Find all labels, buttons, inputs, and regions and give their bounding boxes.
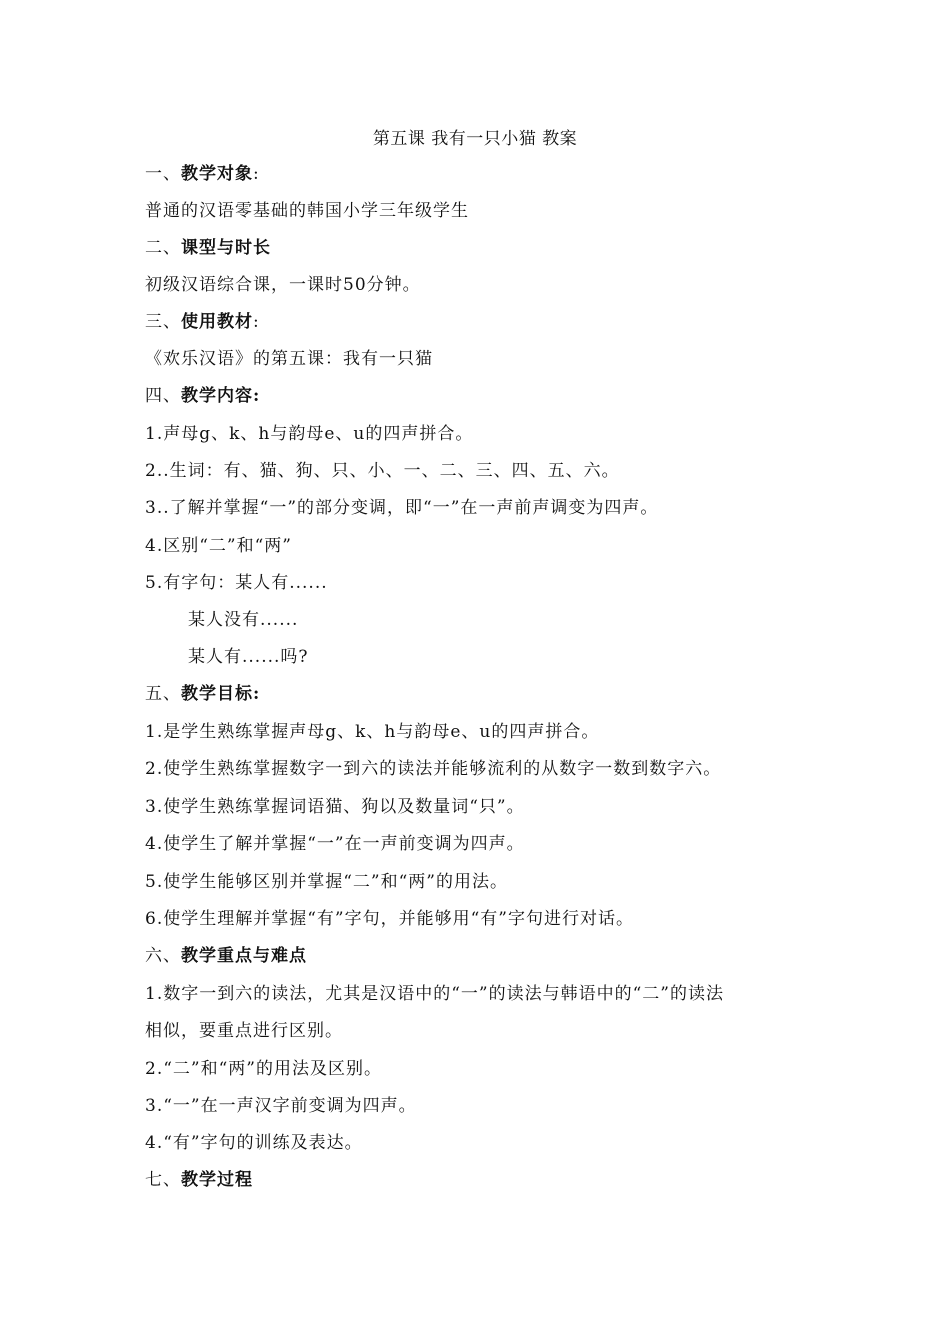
section-number: 四、 [145,386,181,406]
section-title: 教学重点与难点 [181,946,307,966]
section-title: 教学目标: [181,684,261,704]
list-item: 3.“一”在一声汉字前变调为四声。 [145,1096,417,1116]
list-item: 2.“二”和“两”的用法及区别。 [145,1059,382,1079]
list-item: 1.声母g、k、h与韵母e、u的四声拼合。 [145,424,474,444]
list-item-sub: 某人没有...... [188,610,299,630]
section-title: 课型与时长 [181,238,271,258]
section-title: 教学对象 [181,164,253,184]
list-item-continuation: 相似，要重点进行区别。 [145,1021,343,1041]
section-number: 三、 [145,312,181,332]
section-heading-textbook [145,310,260,334]
section-number: 六、 [145,946,181,966]
section-colon: : [253,312,260,332]
list-item: 1.是学生熟练掌握声母g、k、h与韵母e、u的四声拼合。 [145,722,600,742]
paragraph-line: 《欢乐汉语》的第五课：我有一只猫 [145,349,433,369]
list-item: 3..了解并掌握“一”的部分变调，即“一”在一声前声调变为四声。 [145,498,659,518]
list-item: 4.使学生了解并掌握“一”在一声前变调为四声。 [145,834,525,854]
section-heading-key-points [145,944,307,968]
list-item: 1.数字一到六的读法，尤其是汉语中的“一”的读法与韩语中的“二”的读法 [145,984,724,1004]
section-number: 七、 [145,1170,181,1190]
list-item-sub: 某人有......吗? [188,647,309,667]
list-item: 4.“有”字句的训练及表达。 [145,1133,363,1153]
section-heading-course-type [145,236,271,260]
section-number: 五、 [145,684,181,704]
section-heading-teaching-goals [145,682,260,706]
section-title: 教学内容: [181,386,261,406]
list-item: 5.使学生能够区别并掌握“二”和“两”的用法。 [145,872,508,892]
section-heading-teaching-process [145,1168,253,1192]
list-item: 3.使学生熟练掌握词语猫、狗以及数量词“只”。 [145,797,525,817]
section-number: 一、 [145,164,181,184]
list-item: 6.使学生理解并掌握“有”字句，并能够用“有”字句进行对话。 [145,909,634,929]
section-number: 二、 [145,238,181,258]
list-item: 2..生词：有、猫、狗、只、小、一、二、三、四、五、六。 [145,461,620,481]
section-heading-teaching-content [145,384,260,408]
list-item: 5.有字句：某人有...... [145,573,328,593]
paragraph-line: 初级汉语综合课，一课时50分钟。 [145,275,421,295]
paragraph-line: 普通的汉语零基础的韩国小学三年级学生 [145,201,469,221]
document-title: 第五课 我有一只小猫 教案 [372,129,578,149]
section-heading-target-students [145,162,260,186]
section-colon: : [253,164,260,184]
section-title: 使用教材 [181,312,253,332]
list-item: 2.使学生熟练掌握数字一到六的读法并能够流利的从数字一数到数字六。 [145,759,722,779]
list-item: 4.区别“二”和“两” [145,536,292,556]
section-title: 教学过程 [181,1170,253,1190]
